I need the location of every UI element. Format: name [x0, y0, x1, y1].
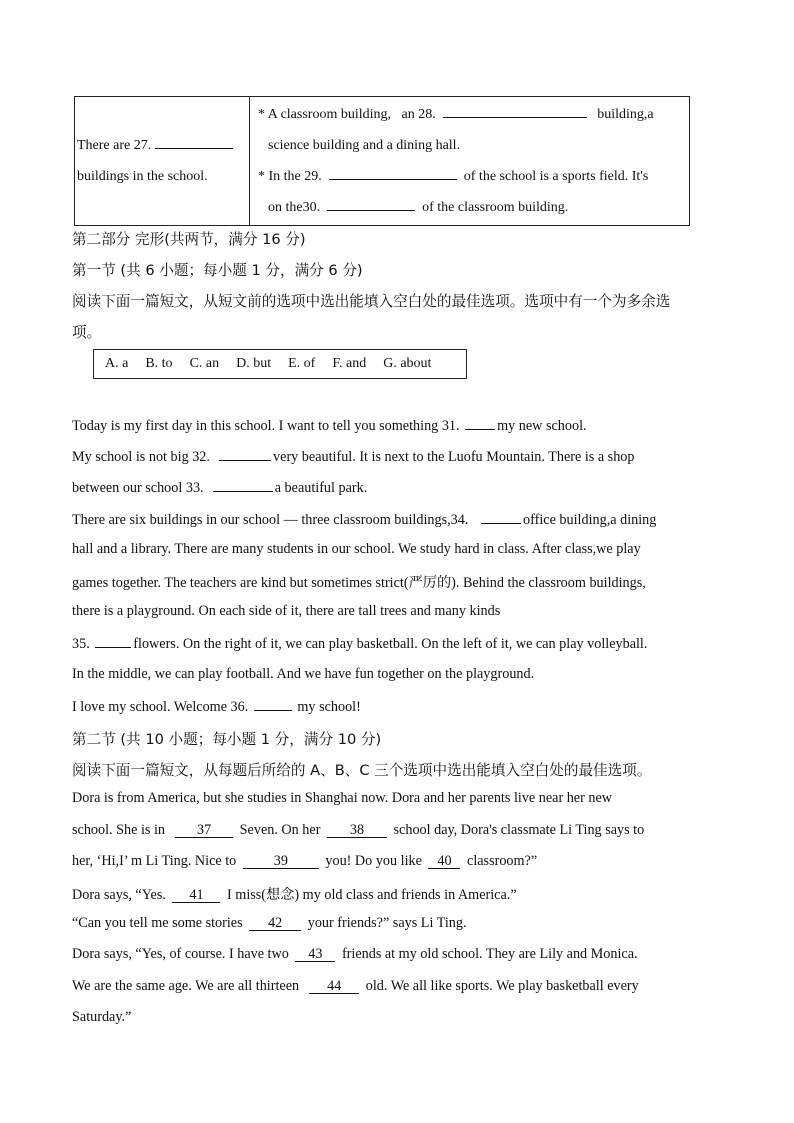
- table-right-cell: [250, 97, 690, 226]
- blank-34[interactable]: [481, 510, 521, 524]
- blank-36[interactable]: [254, 697, 292, 711]
- passage-text: your friends?” says Li Ting.: [307, 915, 467, 931]
- info-table: [74, 96, 690, 226]
- section1-instruction-cont: 项。: [72, 324, 102, 341]
- blank-44[interactable]: 44: [309, 979, 359, 994]
- table-right-line4b: of the classroom building.: [422, 200, 569, 215]
- table-right-line1a: * A classroom building,: [258, 107, 391, 122]
- option-e: E. of: [288, 356, 316, 371]
- table-right-line1b: an 28.: [401, 107, 436, 122]
- passage1-line10: [72, 697, 361, 716]
- passage2-line2: [72, 822, 644, 839]
- passage-text: a beautiful park.: [274, 480, 368, 496]
- passage1-line2: [72, 447, 635, 466]
- passage-text: school day, Dora's classmate Li Ting says to: [393, 822, 645, 838]
- passage2-line1: Dora is from America, but she studies in Shanghai now. Dora and her parents live near her new: [72, 790, 613, 806]
- passage-text: Seven. On her: [239, 822, 321, 838]
- blank-30[interactable]: [327, 196, 415, 211]
- passage1-line6: games together. The teachers are kind but sometimes strict(严厉的). Behind the classroom buildings,: [72, 575, 646, 591]
- blank-38[interactable]: 38: [327, 823, 387, 838]
- passage-text: her, ‘Hi,I’ m Li Ting. Nice to: [72, 853, 237, 869]
- blank-41[interactable]: 41: [172, 888, 220, 903]
- blank-31[interactable]: [465, 416, 495, 430]
- blank-35[interactable]: [95, 634, 131, 648]
- blank-28[interactable]: [443, 103, 587, 118]
- options-box: [93, 349, 467, 379]
- section1-heading: 第一节 (共 6 小题；每小题 1 分，满分 6 分): [72, 262, 363, 279]
- passage-text: flowers. On the right of it, we can play basketball. On the left of it, we can play volleyball.: [133, 636, 648, 652]
- option-f: F. and: [332, 356, 367, 371]
- section1-instruction: 阅读下面一篇短文，从短文前的选项中选出能填入空白处的最佳选项。选项中有一个为多余选: [72, 293, 671, 310]
- table-right-line3b: of the school is a sports field. It's: [463, 169, 649, 184]
- passage1-line1: [72, 416, 587, 435]
- passage-text: My school is not big 32.: [72, 449, 210, 465]
- blank-39[interactable]: 39: [243, 854, 319, 869]
- blank-43[interactable]: 43: [295, 947, 335, 962]
- blank-40[interactable]: 40: [428, 854, 460, 869]
- section2-heading: 第二节 (共 10 小题；每小题 1 分，满分 10 分): [72, 731, 382, 748]
- passage-text: “Can you tell me some stories: [72, 915, 243, 931]
- passage-text: my school!: [297, 699, 361, 715]
- passage2-line8: Saturday.”: [72, 1009, 132, 1025]
- table-right-line4a: on the30.: [268, 200, 321, 215]
- table-right-line3a: * In the 29.: [258, 169, 322, 184]
- table-right-line2: science building and a dining hall.: [268, 138, 461, 153]
- passage-text: Today is my first day in this school. I want to tell you something 31.: [72, 418, 460, 434]
- passage-text: office building,a dining: [523, 512, 657, 528]
- table-right-line1c: building,a: [597, 107, 654, 122]
- passage-text: classroom?”: [467, 853, 538, 869]
- passage-text: There are six buildings in our school — three classroom buildings,34.: [72, 512, 469, 528]
- option-g: G. about: [383, 356, 432, 371]
- option-d: D. but: [236, 356, 272, 371]
- passage-text: Dora says, “Yes.: [72, 887, 166, 903]
- passage-text: my new school.: [497, 418, 587, 434]
- passage-text: friends at my old school. They are Lily and Monica.: [341, 946, 638, 962]
- table-left-cell: [75, 97, 250, 226]
- passage2-line5: [72, 915, 467, 932]
- option-c: C. an: [189, 356, 220, 371]
- passage1-line9: In the middle, we can play football. And we have fun together on the playground.: [72, 666, 535, 682]
- passage2-line3: [72, 853, 537, 870]
- blank-42[interactable]: 42: [249, 916, 301, 931]
- passage-text: 35.: [72, 636, 90, 652]
- passage-text: old. We all like sports. We play basketball every: [365, 978, 639, 994]
- part2-heading: 第二部分 完形(共两节，满分 16 分): [72, 231, 306, 248]
- option-a: A. a: [105, 356, 129, 371]
- passage-text: I miss(想念) my old class and friends in America.”: [227, 887, 517, 903]
- blank-27[interactable]: [155, 134, 233, 149]
- passage-text: very beautiful. It is next to the Luofu Mountain. There is a shop: [273, 449, 635, 465]
- passage-text: you! Do you like: [325, 853, 422, 869]
- blank-37[interactable]: 37: [175, 823, 233, 838]
- blank-29[interactable]: [329, 165, 457, 180]
- passage-text: between our school 33.: [72, 480, 204, 496]
- blank-33[interactable]: [213, 478, 273, 492]
- option-b: B. to: [145, 356, 173, 371]
- passage1-line3: [72, 478, 367, 497]
- passage2-line7: [72, 978, 639, 995]
- passage-text: I love my school. Welcome 36.: [72, 699, 249, 715]
- passage1-line4: [72, 510, 656, 529]
- blank-32[interactable]: [219, 447, 271, 461]
- passage1-line5: hall and a library. There are many students in our school. We study hard in class. After class,we play: [72, 541, 641, 557]
- passage1-line7: there is a playground. On each side of it, there are tall trees and many kinds: [72, 603, 501, 619]
- passage-text: Dora says, “Yes, of course. I have two: [72, 946, 289, 962]
- table-left-line1: There are 27.: [77, 138, 152, 153]
- passage1-line8: [72, 634, 647, 653]
- table-left-line2: buildings in the school.: [77, 169, 208, 184]
- passage-text: We are the same age. We are all thirteen: [72, 978, 300, 994]
- passage2-line6: [72, 946, 638, 963]
- section2-instruction: 阅读下面一篇短文，从每题后所给的 A、B、C 三个选项中选出能填入空白处的最佳选项。: [72, 762, 652, 779]
- passage2-line4: [72, 884, 517, 904]
- passage-text: school. She is in: [72, 822, 166, 838]
